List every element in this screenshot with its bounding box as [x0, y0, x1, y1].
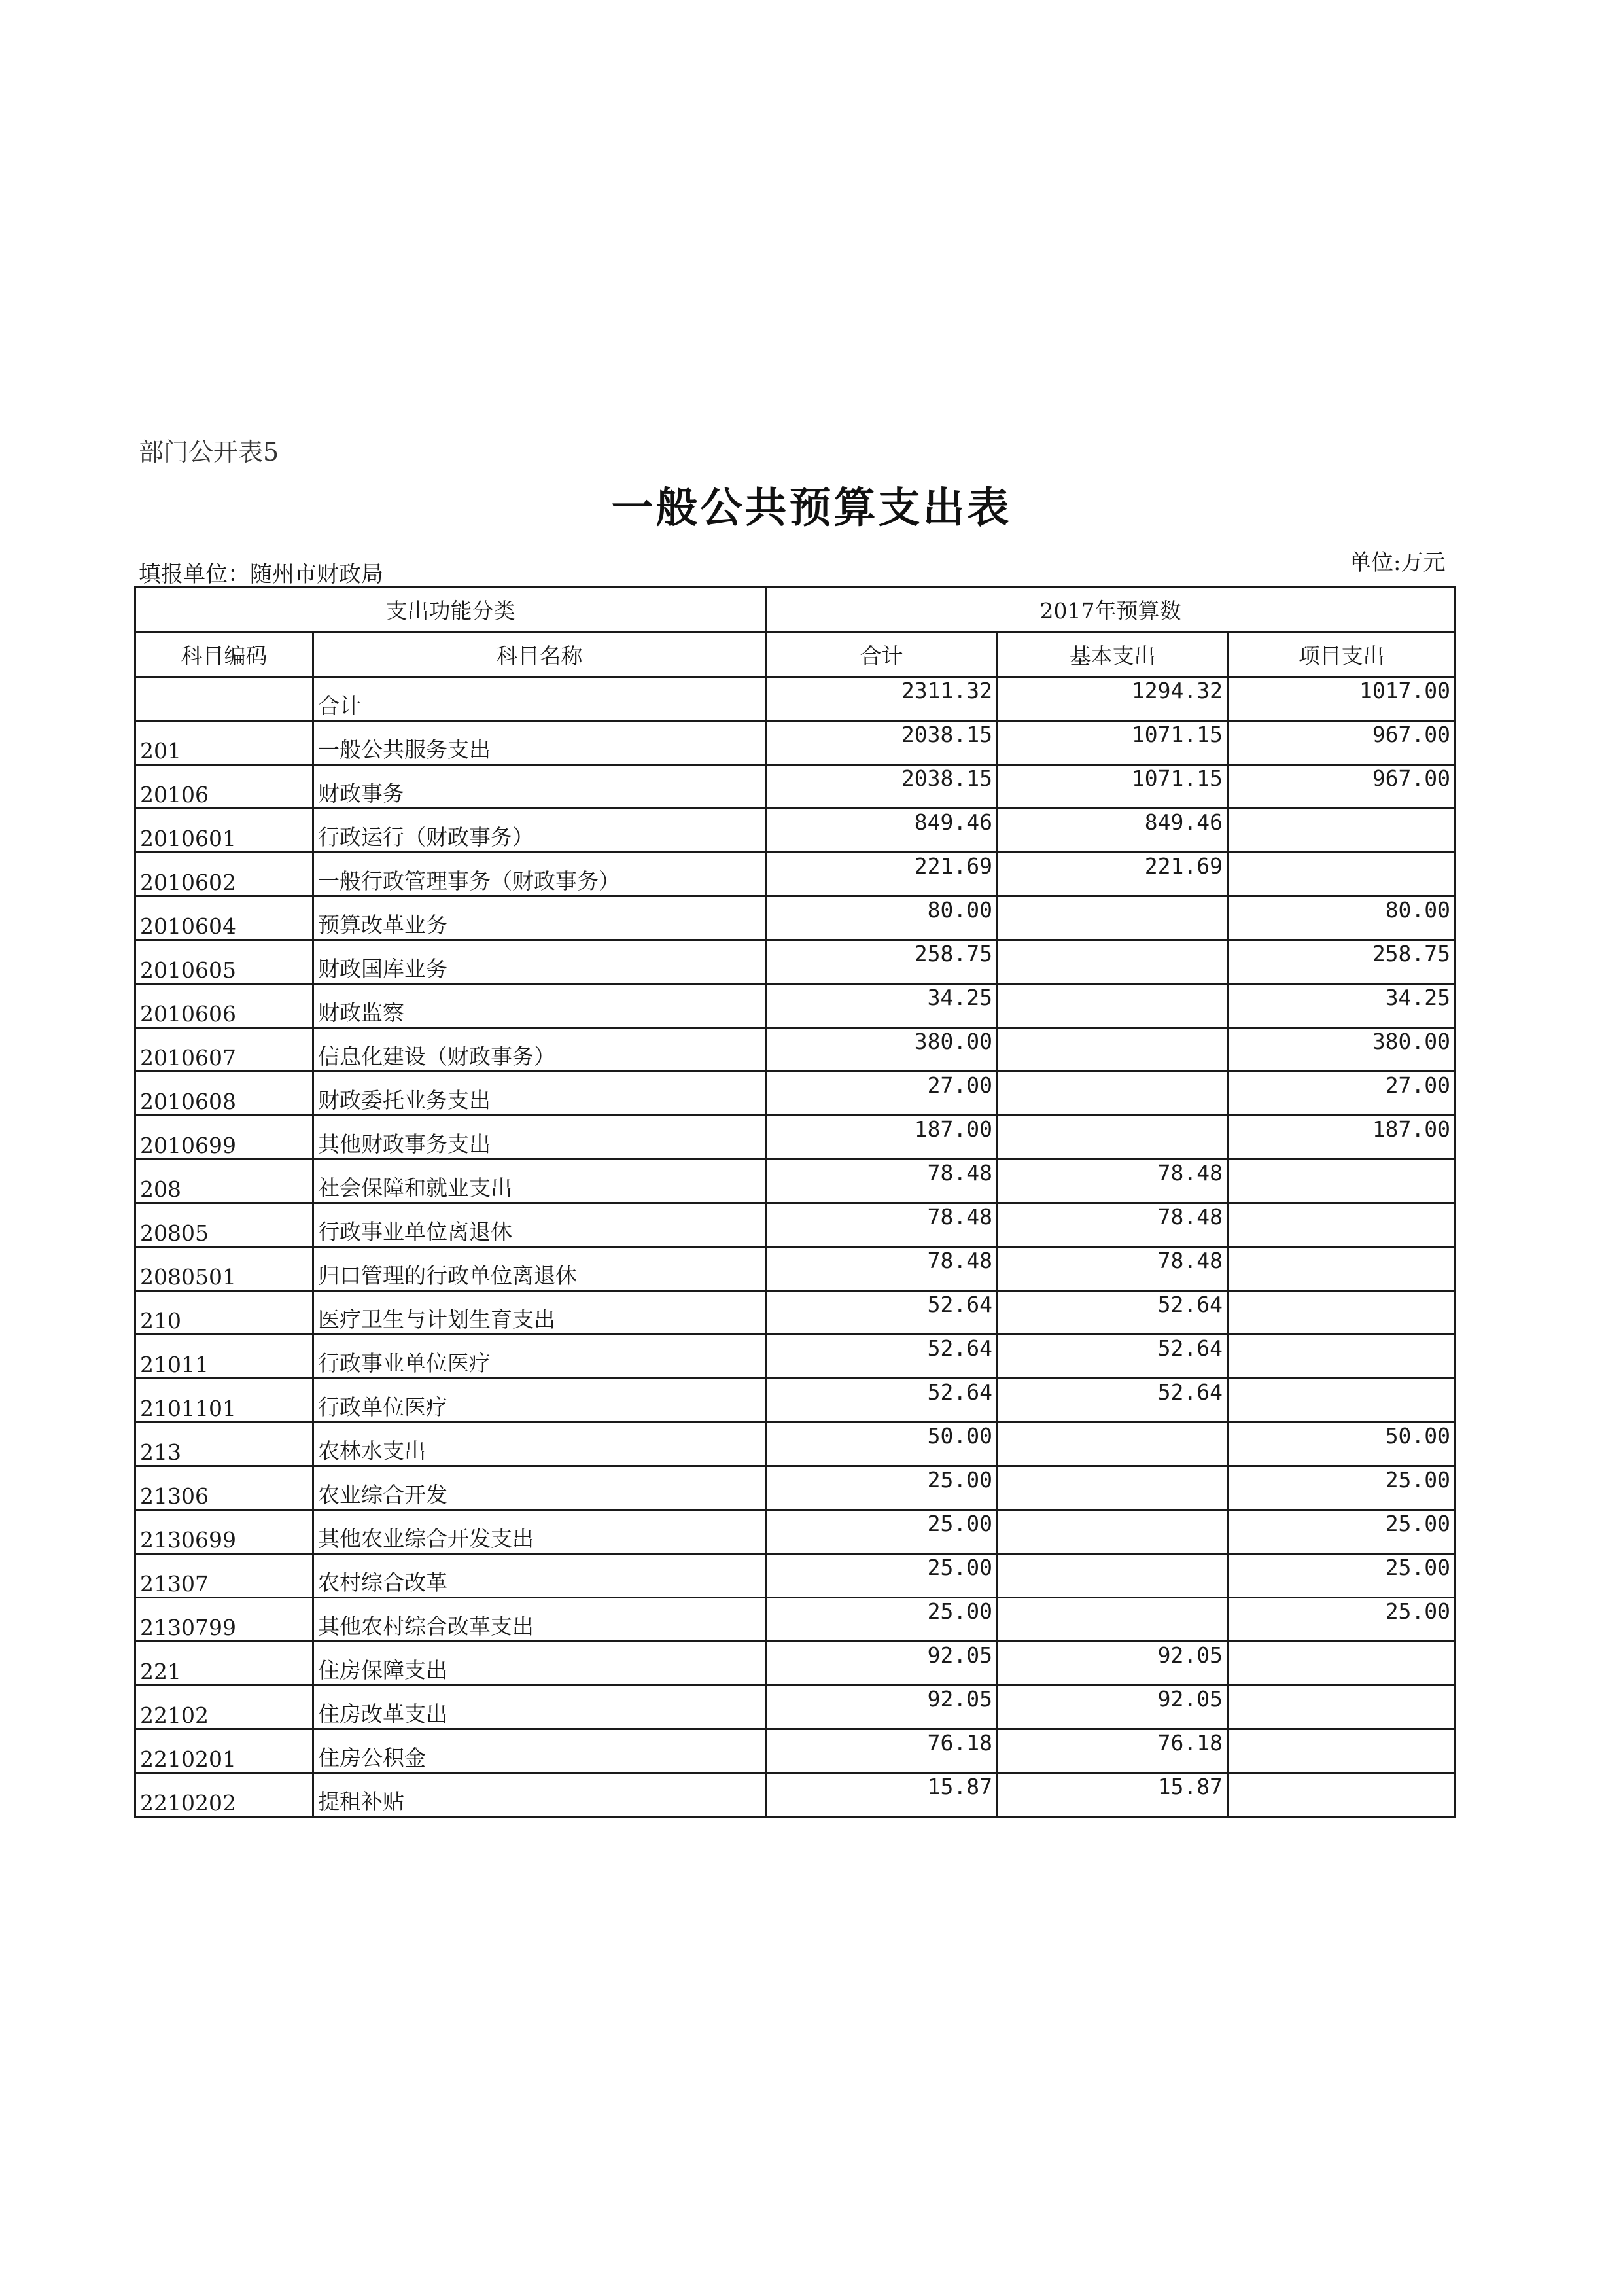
cell-project — [1228, 1291, 1456, 1335]
cell-total: 2038.15 — [766, 765, 998, 809]
cell-basic: 15.87 — [998, 1773, 1228, 1817]
cell-total: 92.05 — [766, 1642, 998, 1686]
cell-total: 2311.32 — [766, 677, 998, 721]
cell-total: 80.00 — [766, 896, 998, 940]
header-budget-year: 2017年预算数 — [766, 587, 1456, 632]
cell-basic — [998, 1422, 1228, 1466]
table-row — [135, 809, 1456, 853]
table-row — [135, 1422, 1456, 1466]
cell-name: 农村综合改革 — [313, 1554, 766, 1598]
cell-project — [1228, 853, 1456, 896]
cell-code: 221 — [135, 1642, 313, 1686]
cell-code: 21306 — [135, 1466, 313, 1510]
cell-total: 52.64 — [766, 1291, 998, 1335]
cell-name: 财政监察 — [313, 984, 766, 1028]
table-row — [135, 1598, 1456, 1642]
cell-basic: 78.48 — [998, 1203, 1228, 1247]
cell-basic: 78.48 — [998, 1247, 1228, 1291]
cell-code: 208 — [135, 1159, 313, 1203]
cell-total: 34.25 — [766, 984, 998, 1028]
cell-total: 849.46 — [766, 809, 998, 853]
table-row — [135, 1466, 1456, 1510]
cell-project: 50.00 — [1228, 1422, 1456, 1466]
cell-code: 22102 — [135, 1686, 313, 1729]
table-row — [135, 853, 1456, 896]
cell-name: 住房公积金 — [313, 1729, 766, 1773]
cell-project — [1228, 1379, 1456, 1422]
cell-name: 农林水支出 — [313, 1422, 766, 1466]
cell-basic: 1071.15 — [998, 721, 1228, 765]
cell-basic — [998, 1554, 1228, 1598]
cell-name: 社会保障和就业支出 — [313, 1159, 766, 1203]
table-row — [135, 1247, 1456, 1291]
cell-code: 2080501 — [135, 1247, 313, 1291]
table-row — [135, 1379, 1456, 1422]
page-code: 部门公开表5 — [139, 438, 279, 467]
cell-total: 50.00 — [766, 1422, 998, 1466]
cell-name: 行政事业单位医疗 — [313, 1335, 766, 1379]
cell-name: 财政事务 — [313, 765, 766, 809]
cell-name: 一般公共服务支出 — [313, 721, 766, 765]
cell-project — [1228, 1773, 1456, 1817]
cell-total: 25.00 — [766, 1466, 998, 1510]
cell-total: 221.69 — [766, 853, 998, 896]
cell-name: 其他农业综合开发支出 — [313, 1510, 766, 1554]
table-row — [135, 940, 1456, 984]
cell-name: 行政事业单位离退休 — [313, 1203, 766, 1247]
cell-name: 财政委托业务支出 — [313, 1072, 766, 1116]
cell-project: 380.00 — [1228, 1028, 1456, 1072]
cell-total: 92.05 — [766, 1686, 998, 1729]
cell-name: 医疗卫生与计划生育支出 — [313, 1291, 766, 1335]
cell-total: 52.64 — [766, 1335, 998, 1379]
cell-code: 213 — [135, 1422, 313, 1466]
cell-project — [1228, 1335, 1456, 1379]
cell-total: 380.00 — [766, 1028, 998, 1072]
header-name: 科目名称 — [313, 632, 766, 677]
cell-total: 78.48 — [766, 1247, 998, 1291]
cell-code: 2010605 — [135, 940, 313, 984]
cell-code: 2010607 — [135, 1028, 313, 1072]
cell-basic — [998, 1028, 1228, 1072]
cell-name: 其他农村综合改革支出 — [313, 1598, 766, 1642]
cell-code: 201 — [135, 721, 313, 765]
cell-basic: 92.05 — [998, 1686, 1228, 1729]
header-project: 项目支出 — [1228, 632, 1456, 677]
table-row — [135, 896, 1456, 940]
cell-code: 2010604 — [135, 896, 313, 940]
cell-basic — [998, 896, 1228, 940]
cell-project: 25.00 — [1228, 1598, 1456, 1642]
cell-name: 其他财政事务支出 — [313, 1116, 766, 1159]
cell-code: 20106 — [135, 765, 313, 809]
cell-name: 合计 — [313, 677, 766, 721]
cell-project: 187.00 — [1228, 1116, 1456, 1159]
cell-basic: 92.05 — [998, 1642, 1228, 1686]
cell-project: 80.00 — [1228, 896, 1456, 940]
cell-code: 21307 — [135, 1554, 313, 1598]
cell-basic: 52.64 — [998, 1335, 1228, 1379]
budget-table — [134, 586, 1456, 1818]
cell-project: 25.00 — [1228, 1466, 1456, 1510]
cell-basic — [998, 1510, 1228, 1554]
cell-name: 一般行政管理事务（财政事务） — [313, 853, 766, 896]
cell-code: 2010602 — [135, 853, 313, 896]
cell-basic — [998, 1072, 1228, 1116]
cell-basic — [998, 1466, 1228, 1510]
cell-total: 25.00 — [766, 1598, 998, 1642]
cell-basic: 1071.15 — [998, 765, 1228, 809]
cell-code: 21011 — [135, 1335, 313, 1379]
cell-total: 52.64 — [766, 1379, 998, 1422]
cell-code: 2010601 — [135, 809, 313, 853]
cell-code: 2130699 — [135, 1510, 313, 1554]
cell-total: 78.48 — [766, 1159, 998, 1203]
cell-code: 2010699 — [135, 1116, 313, 1159]
cell-total: 76.18 — [766, 1729, 998, 1773]
group-header-row — [135, 587, 1456, 632]
table-row — [135, 677, 1456, 721]
cell-project: 967.00 — [1228, 721, 1456, 765]
table-row — [135, 1642, 1456, 1686]
header-code: 科目编码 — [135, 632, 313, 677]
table-row — [135, 1729, 1456, 1773]
cell-name: 提租补贴 — [313, 1773, 766, 1817]
cell-code: 2010606 — [135, 984, 313, 1028]
table-row — [135, 1291, 1456, 1335]
cell-code: 2010608 — [135, 1072, 313, 1116]
cell-total: 2038.15 — [766, 721, 998, 765]
cell-total: 78.48 — [766, 1203, 998, 1247]
table-row — [135, 1028, 1456, 1072]
cell-name: 行政单位医疗 — [313, 1379, 766, 1422]
table-row — [135, 1773, 1456, 1817]
cell-name: 信息化建设（财政事务） — [313, 1028, 766, 1072]
table-row — [135, 1072, 1456, 1116]
cell-project: 25.00 — [1228, 1554, 1456, 1598]
cell-total: 258.75 — [766, 940, 998, 984]
cell-project: 34.25 — [1228, 984, 1456, 1028]
cell-name: 财政国库业务 — [313, 940, 766, 984]
cell-name: 住房改革支出 — [313, 1686, 766, 1729]
table-row — [135, 1335, 1456, 1379]
header-total: 合计 — [766, 632, 998, 677]
table-row — [135, 1116, 1456, 1159]
table-row — [135, 1510, 1456, 1554]
cell-basic — [998, 940, 1228, 984]
cell-basic: 1294.32 — [998, 677, 1228, 721]
reporting-unit: 填报单位：随州市财政局 — [139, 561, 383, 588]
table-row — [135, 721, 1456, 765]
cell-name: 住房保障支出 — [313, 1642, 766, 1686]
header-basic: 基本支出 — [998, 632, 1228, 677]
header-function-class: 支出功能分类 — [135, 587, 766, 632]
cell-code: 2210201 — [135, 1729, 313, 1773]
cell-basic — [998, 984, 1228, 1028]
currency-unit: 单位:万元 — [1349, 550, 1446, 576]
cell-project — [1228, 1642, 1456, 1686]
cell-basic — [998, 1598, 1228, 1642]
cell-project: 25.00 — [1228, 1510, 1456, 1554]
cell-project: 27.00 — [1228, 1072, 1456, 1116]
cell-basic: 849.46 — [998, 809, 1228, 853]
cell-basic: 76.18 — [998, 1729, 1228, 1773]
cell-project — [1228, 1686, 1456, 1729]
cell-code: 20805 — [135, 1203, 313, 1247]
cell-total: 15.87 — [766, 1773, 998, 1817]
cell-code: 2210202 — [135, 1773, 313, 1817]
column-header-row — [135, 632, 1456, 677]
cell-project: 1017.00 — [1228, 677, 1456, 721]
table-row — [135, 1686, 1456, 1729]
cell-total: 187.00 — [766, 1116, 998, 1159]
cell-total: 25.00 — [766, 1510, 998, 1554]
table-row — [135, 1203, 1456, 1247]
table-row — [135, 1159, 1456, 1203]
cell-code — [135, 677, 313, 721]
cell-basic: 52.64 — [998, 1291, 1228, 1335]
cell-total: 25.00 — [766, 1554, 998, 1598]
cell-basic: 78.48 — [998, 1159, 1228, 1203]
cell-project — [1228, 1159, 1456, 1203]
cell-project: 258.75 — [1228, 940, 1456, 984]
table-row — [135, 984, 1456, 1028]
table-row — [135, 765, 1456, 809]
table-row — [135, 1554, 1456, 1598]
cell-code: 2101101 — [135, 1379, 313, 1422]
cell-name: 行政运行（财政事务） — [313, 809, 766, 853]
cell-project — [1228, 809, 1456, 853]
cell-basic — [998, 1116, 1228, 1159]
cell-project — [1228, 1729, 1456, 1773]
cell-code: 2130799 — [135, 1598, 313, 1642]
cell-basic: 52.64 — [998, 1379, 1228, 1422]
cell-name: 归口管理的行政单位离退休 — [313, 1247, 766, 1291]
page-title: 一般公共预算支出表 — [611, 484, 1012, 533]
cell-basic: 221.69 — [998, 853, 1228, 896]
cell-name: 农业综合开发 — [313, 1466, 766, 1510]
cell-total: 27.00 — [766, 1072, 998, 1116]
cell-project: 967.00 — [1228, 765, 1456, 809]
cell-code: 210 — [135, 1291, 313, 1335]
cell-project — [1228, 1203, 1456, 1247]
budget-table-body — [135, 677, 1456, 1817]
cell-name: 预算改革业务 — [313, 896, 766, 940]
cell-project — [1228, 1247, 1456, 1291]
